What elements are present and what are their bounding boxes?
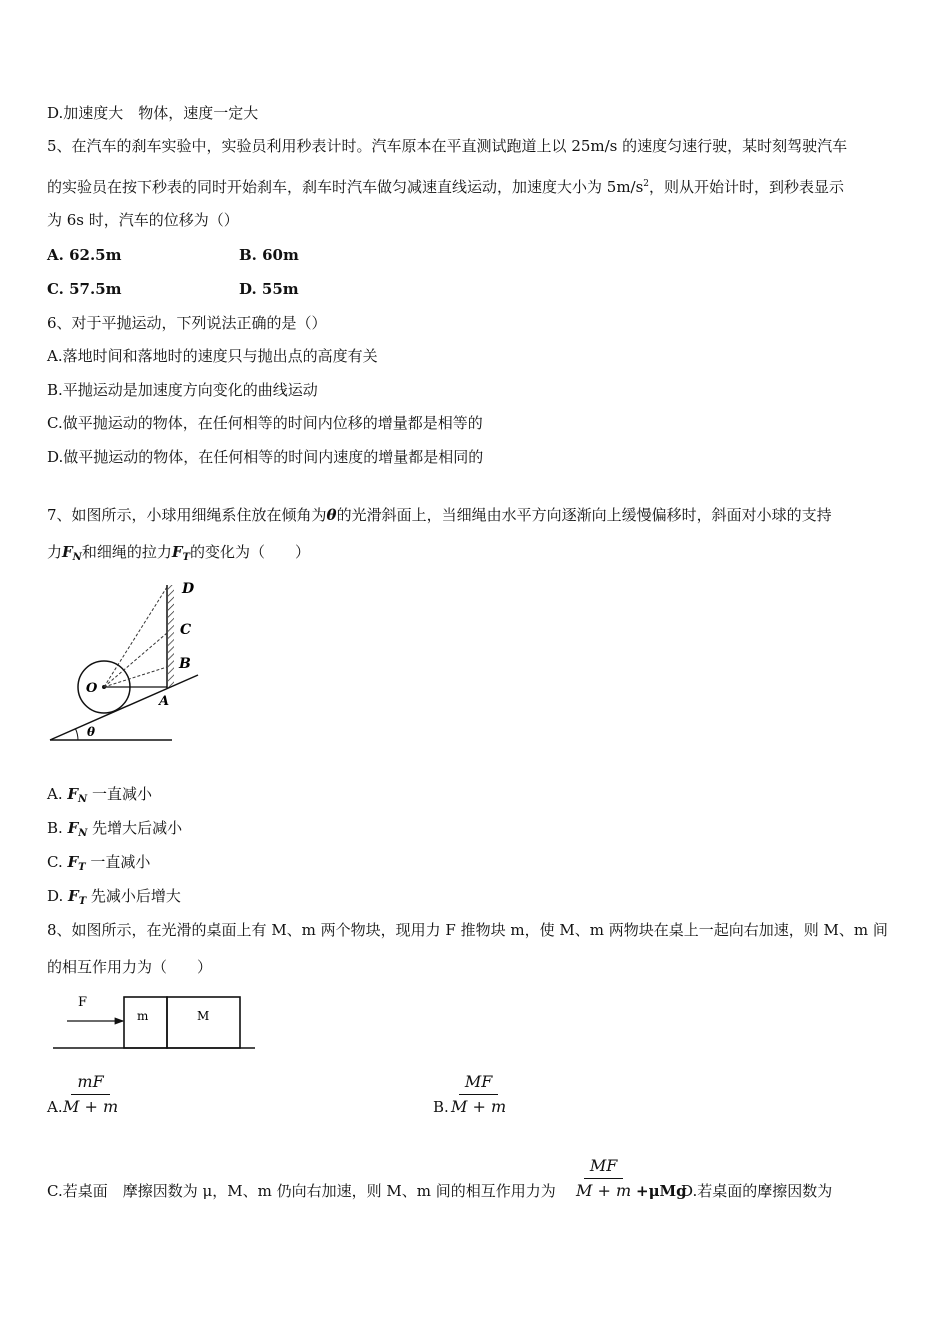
- q7-line1-a: 7、如图所示，小球用细绳系住放在倾角为: [47, 506, 327, 524]
- q7-stem-line1: [47, 505, 832, 525]
- q7-option-a-fn-sub: N: [78, 794, 88, 805]
- q7-stem-line2: [47, 542, 310, 568]
- q8-option-c-denominator: M + m: [576, 1181, 632, 1200]
- q5-line2-b: ，则从开始计时，到秒表显示: [649, 178, 845, 196]
- rope-ob: [104, 667, 167, 687]
- q5-stem-line3: 为 6s 时，汽车的位移为（）: [47, 211, 239, 229]
- q7-option-d-text: 先减小后增大: [86, 887, 181, 905]
- q7-line2-c: 的变化为（ ）: [189, 543, 310, 561]
- theta-symbol: θ: [326, 506, 337, 524]
- q7-option-d-ft-sub: T: [78, 896, 87, 907]
- q8-option-c-numerator: MF: [584, 1156, 623, 1179]
- q8-option-a-label: A.: [47, 1098, 63, 1116]
- rope-oc: [104, 633, 167, 687]
- rope-od: [104, 587, 167, 687]
- label-f: F: [78, 995, 88, 1010]
- label-small-m: m: [137, 1009, 149, 1023]
- incline-line: [50, 675, 198, 740]
- q7-option-a-fn: F: [67, 785, 79, 803]
- q7-option-d: [47, 886, 181, 912]
- q7-option-b-fn: F: [67, 819, 79, 837]
- label-c: C: [180, 622, 192, 638]
- q7-line1-b: 的光滑斜面上，当细绳由水平方向逐渐向上缓慢偏移时，斜面对小球的支持: [336, 506, 832, 524]
- q5-line2-a: 的实验员在按下秒表的同时开始刹车，刹车时汽车做匀减速直线运动，加速度大小为 5m/s: [47, 178, 644, 196]
- q5-stem-line2: [47, 174, 844, 197]
- q5-line2-sup: 2: [643, 179, 650, 189]
- q8-stem-line1: 8、如图所示，在光滑的桌面上有 M、m 两个物块，现用力 F 推物块 m，使 M、m 两物块在桌上一起向右加速，则 M、m 间: [47, 921, 888, 939]
- q7-option-b-fn-sub: N: [78, 828, 88, 839]
- q4-option-d: D.加速度大 物体，速度一定大: [47, 104, 259, 122]
- label-o: O: [86, 681, 98, 696]
- q7-option-a: [47, 784, 152, 810]
- q8-stem-line2: 的相互作用力为（ ）: [47, 958, 213, 976]
- q7-option-c-text: 一直减小: [85, 853, 151, 871]
- q7-option-c-ft: F: [67, 853, 79, 871]
- ft-symbol: F: [171, 543, 183, 561]
- fn-symbol: F: [62, 543, 73, 561]
- q5-option-b: B. 60m: [239, 246, 299, 264]
- q5-option-d: D. 55m: [239, 280, 299, 298]
- q7-option-c-prefix: C.: [47, 853, 68, 871]
- q7-option-d-prefix: D.: [47, 887, 69, 905]
- q6-option-b: B.平抛运动是加速度方向变化的曲线运动: [47, 381, 318, 399]
- q8-option-d-text: D.若桌面的摩擦因数为: [681, 1182, 833, 1200]
- q5-option-a: A. 62.5m: [47, 246, 122, 264]
- q6-option-d: D.做平抛运动的物体，在任何相等的时间内速度的增量都是相同的: [47, 448, 484, 466]
- q7-option-a-text: 一直减小: [87, 785, 152, 803]
- q7-option-d-ft: F: [68, 887, 79, 905]
- fn-subscript: N: [72, 552, 82, 563]
- q8-option-c-text: C.若桌面 摩擦因数为 μ，M、m 仍向右加速，则 M、m 间的相互作用力为: [47, 1182, 556, 1200]
- theta-arc: [76, 729, 78, 740]
- q5-option-c: C. 57.5m: [47, 280, 122, 298]
- label-big-M: M: [197, 1009, 210, 1023]
- q7-option-c-ft-sub: T: [78, 862, 86, 873]
- q8-option-a-denominator: M + m: [63, 1097, 119, 1116]
- wall-hatch: [168, 585, 174, 688]
- q8-option-c-tail: +μMg: [636, 1182, 687, 1200]
- q6-option-a: A.落地时间和落地时的速度只与抛出点的高度有关: [47, 347, 378, 365]
- label-d: D: [182, 581, 195, 597]
- label-theta: θ: [87, 725, 96, 739]
- q7-option-b: [47, 818, 182, 844]
- q7-option-b-text: 先增大后减小: [87, 819, 183, 837]
- q8-option-b-label: B.: [433, 1098, 449, 1116]
- q5-stem-line1: 5、在汽车的刹车实验中，实验员利用秒表计时。汽车原本在平直测试跑道上以 25m/s 的速度匀速行驶，某时刻驾驶汽车: [47, 137, 848, 155]
- q7-option-a-prefix: A.: [47, 785, 68, 803]
- q7-option-b-prefix: B.: [47, 819, 68, 837]
- q7-line2-b: 和细绳的拉力: [81, 543, 172, 561]
- q7-line2-a: 力: [47, 543, 63, 561]
- q8-option-b-denominator: M + m: [451, 1097, 507, 1116]
- label-a: A: [159, 694, 170, 709]
- q8-option-a-numerator: mF: [71, 1072, 109, 1095]
- q7-figure-incline: [40, 575, 220, 747]
- label-b: B: [179, 656, 191, 672]
- q8-option-b-fraction: [451, 1072, 506, 1117]
- q6-stem: 6、对于平抛运动，下列说法正确的是（）: [47, 314, 327, 332]
- q8-option-a-fraction: [63, 1072, 118, 1117]
- q6-option-c: C.做平抛运动的物体，在任何相等的时间内位移的增量都是相等的: [47, 414, 483, 432]
- ft-subscript: T: [182, 552, 190, 563]
- q8-option-c-fraction: [576, 1156, 631, 1201]
- q7-option-c: [47, 852, 150, 878]
- q8-figure-blocks: [45, 988, 265, 1054]
- q8-option-b-numerator: MF: [459, 1072, 498, 1095]
